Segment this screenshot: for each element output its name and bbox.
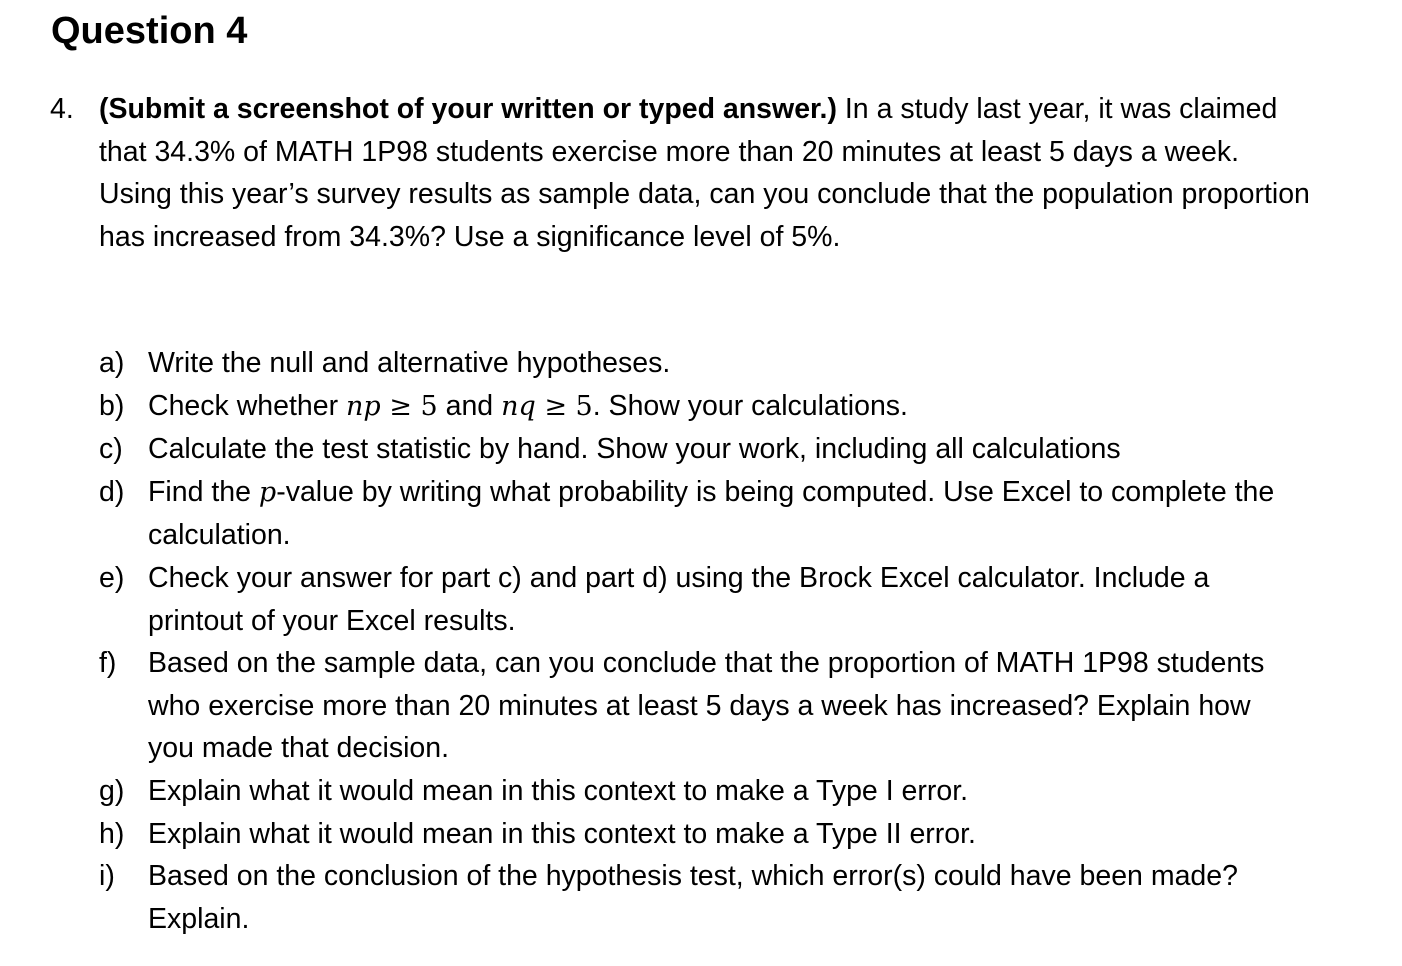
part-label: e) bbox=[99, 561, 125, 594]
part-text bbox=[148, 476, 1274, 552]
list-item bbox=[99, 557, 1299, 642]
math-variable: p bbox=[258, 476, 277, 508]
part-label: a) bbox=[99, 347, 125, 379]
list-item bbox=[99, 855, 1299, 940]
list-item bbox=[99, 385, 1299, 429]
list-item bbox=[99, 342, 1299, 385]
part-text: Explain what it would mean in this context to make a Type II error. bbox=[148, 817, 976, 850]
part-label: h) bbox=[99, 817, 125, 850]
list-item bbox=[99, 813, 1299, 856]
part-label: i) bbox=[99, 860, 115, 893]
part-label: f) bbox=[99, 647, 117, 680]
part-text: Explain what it would mean in this context to make a Type I error. bbox=[148, 774, 969, 807]
list-item bbox=[99, 428, 1299, 471]
part-text: Write the null and alternative hypotheses. bbox=[148, 347, 671, 379]
part-text-segment: Check whether bbox=[148, 389, 347, 422]
question-number: 4. bbox=[50, 93, 74, 125]
part-text-segment: . Show your calculations. bbox=[592, 389, 908, 422]
question-parts-list bbox=[99, 342, 1299, 940]
question-text bbox=[99, 88, 1310, 258]
list-item bbox=[99, 471, 1299, 557]
part-label: b) bbox=[99, 389, 125, 422]
math-relation: ≥ 5 bbox=[535, 390, 593, 422]
part-label: c) bbox=[99, 433, 123, 466]
part-text-segment: Find the bbox=[148, 475, 259, 508]
part-text-segment: -value by writing what probability is being computed. Use Excel to complete the calculation. bbox=[148, 475, 1275, 552]
part-text bbox=[148, 390, 908, 422]
part-text: Based on the sample data, can you conclude that the proportion of MATH 1P98 students who exercise more than 20 minutes at least 5 days a week has increased? Explain how you made that decision. bbox=[148, 647, 1265, 765]
question-body bbox=[50, 88, 1310, 258]
page-title: Question 4 bbox=[51, 10, 248, 52]
part-text: Based on the conclusion of the hypothesis test, which error(s) could have been made? Explain. bbox=[148, 860, 1238, 935]
math-relation: ≥ 5 bbox=[380, 390, 438, 422]
math-variable: nq bbox=[501, 390, 536, 422]
part-text: Calculate the test statistic by hand. Show your work, including all calculations bbox=[148, 433, 1121, 466]
part-label: d) bbox=[99, 475, 125, 508]
part-label: g) bbox=[99, 774, 125, 807]
math-variable: np bbox=[346, 390, 381, 422]
part-text-segment: and bbox=[437, 389, 502, 422]
list-item bbox=[99, 770, 1299, 813]
part-text: Check your answer for part c) and part d) using the Brock Excel calculator. Include a printout of your Excel results. bbox=[148, 561, 1210, 637]
list-item bbox=[99, 642, 1299, 770]
question-instruction: (Submit a screenshot of your written or typed answer.) bbox=[99, 93, 837, 125]
question-prompt: In a study last year, it was claimed that 34.3% of MATH 1P98 students exercise more than 20 minutes at least 5 days a week. Using this year’s survey results as sample data, can you conclude that the population proportion has increased from 34.3%? Use a significance level of 5%. bbox=[99, 93, 1310, 253]
